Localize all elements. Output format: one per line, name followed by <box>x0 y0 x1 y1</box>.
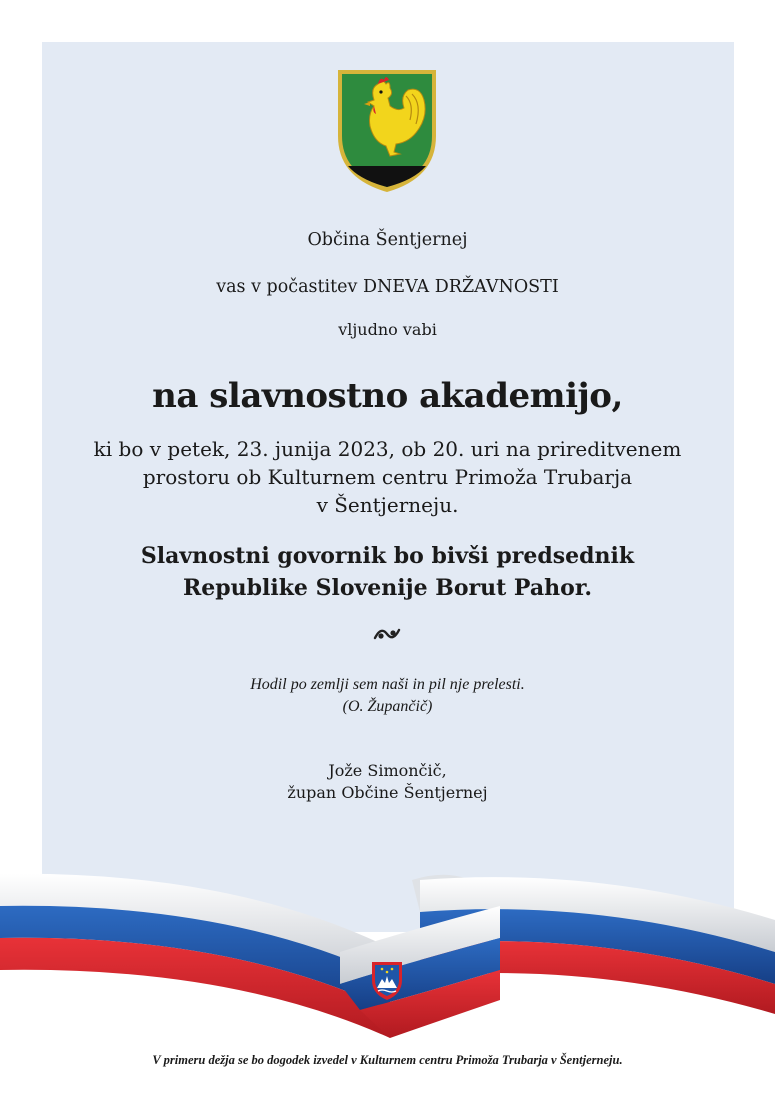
event-headline: na slavnostno akademijo, <box>152 376 623 416</box>
event-details-line: ki bo v petek, 23. junija 2023, ob 20. uri na prireditvenem <box>93 437 682 461</box>
flourish-ornament-icon <box>371 624 403 644</box>
invitation-verb: vljudno vabi <box>338 320 437 339</box>
signature-block <box>0 760 775 804</box>
coat-of-arms-icon <box>334 66 440 196</box>
speaker-announcement <box>0 540 775 604</box>
weather-notice: V primeru dežja se bo dogodek izvedel v Kulturnem centru Primoža Trubarja v Šentjerneju. <box>152 1053 623 1067</box>
quote-author: (O. Župančič) <box>342 698 433 715</box>
signature-title: župan Občine Šentjernej <box>287 783 488 802</box>
event-details-line: prostoru ob Kulturnem centru Primoža Trubarja <box>142 465 633 489</box>
quote-text: Hodil po zemlji sem naši in pil nje prelesti. <box>250 676 525 693</box>
organization-name: Občina Šentjernej <box>307 230 468 250</box>
quote-block <box>0 674 775 718</box>
speaker-line: Slavnostni govornik bo bivši predsednik <box>140 543 635 569</box>
event-details-line: v Šentjerneju. <box>316 493 459 517</box>
signature-name: Jože Simončič, <box>328 761 447 780</box>
event-details <box>0 435 775 519</box>
speaker-line: Republike Slovenije Borut Pahor. <box>182 575 593 601</box>
invitation-occasion: vas v počastitev DNEVA DRŽAVNOSTI <box>216 277 559 297</box>
slovenian-flag-ribbon-icon <box>0 860 775 1040</box>
